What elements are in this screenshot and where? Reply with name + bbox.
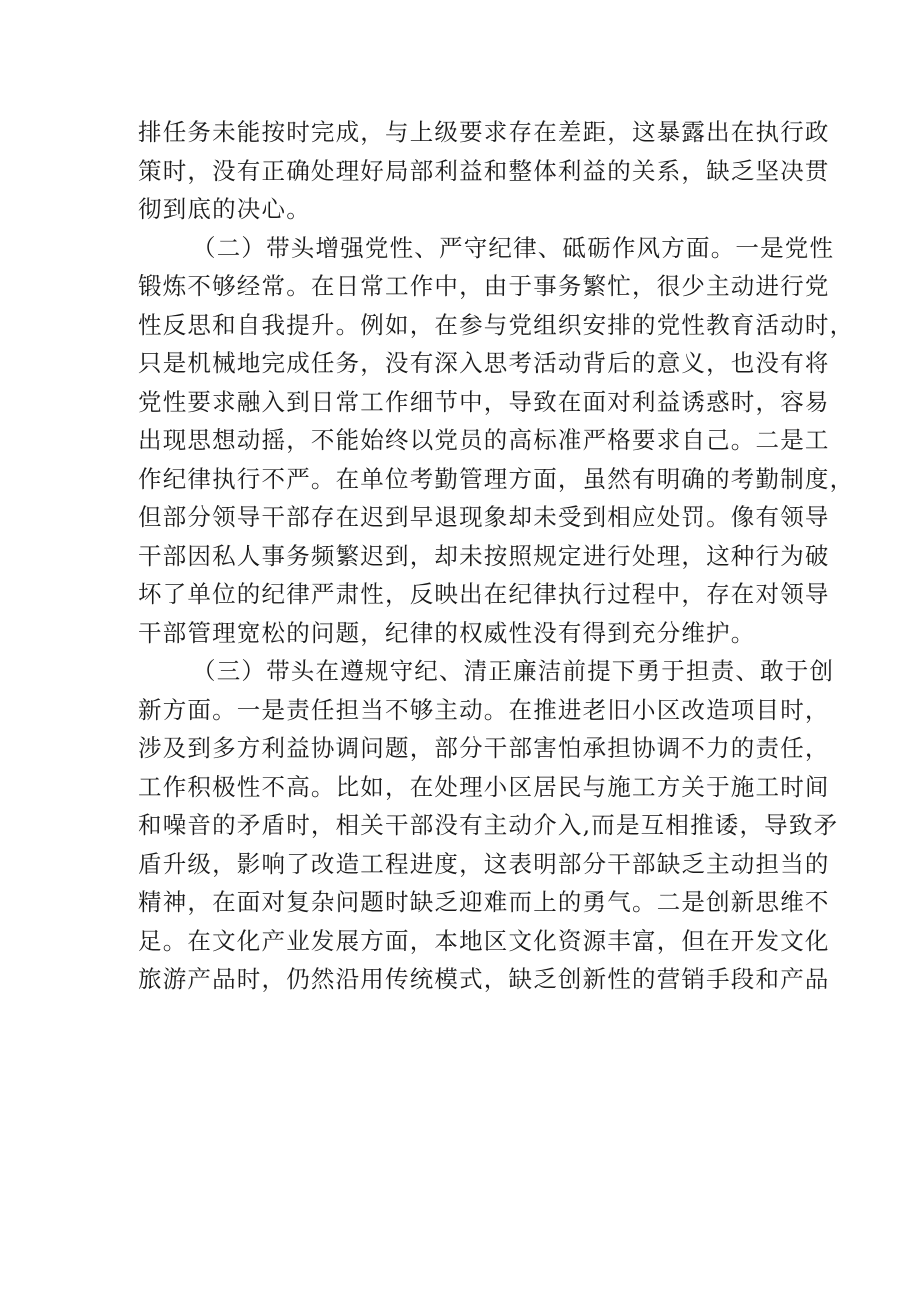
section-heading-line: （二）带头增强党性、严守纪律、砥砺作风方面。一是党性 <box>192 233 835 262</box>
text-line: 涉及到多方利益协调问题，部分干部害怕承担协调不力的责任， <box>138 734 830 762</box>
text-line: 锻炼不够经常。在日常工作中，由于事务繁忙，很少主动进行党 <box>138 272 830 300</box>
text-line: 党性要求融入到日常工作细节中，导致在面对利益诱惑时，容易 <box>138 387 830 416</box>
text-line: 策时，没有正确处理好局部利益和整体利益的关系，缺乏坚决贯 <box>138 156 830 185</box>
text-line: 彻到底的决心。 <box>138 195 311 223</box>
document-body <box>138 113 855 999</box>
text-line: 盾升级，影响了改造工程进度，这表明部分干部缺乏主动担当的 <box>138 849 830 878</box>
paragraph <box>138 652 839 999</box>
text-line: 新方面。一是责任担当不够主动。在推进老旧小区改造项目时， <box>138 695 830 724</box>
text-line: 干部因私人事务频繁迟到，却未按照规定进行处理，这种行为破 <box>138 541 830 570</box>
section-heading-line: （三）带头在遵规守纪、清正廉洁前提下勇于担责、敢于创 <box>192 657 835 685</box>
text-line: 排任务未能按时完成，与上级要求存在差距，这暴露出在执行政 <box>138 118 830 146</box>
text-line: 只是机械地完成任务，没有深入思考活动背后的意义，也没有将 <box>138 349 830 377</box>
text-line: 出现思想动摇，不能始终以党员的高标准严格要求自己。二是工 <box>138 426 830 454</box>
text-line: 精神，在面对复杂问题时缺乏迎难而上的勇气。二是创新思维不 <box>138 888 830 916</box>
text-line: 和噪音的矛盾时，相关干部没有主动介入,而是互相推诿，导致矛 <box>138 811 839 839</box>
text-line: 性反思和自我提升。例如，在参与党组织安排的党性教育活动时， <box>138 310 855 339</box>
text-line: 干部管理宽松的问题，纪律的权威性没有得到充分维护。 <box>138 618 756 647</box>
text-line: 工作积极性不高。比如，在处理小区居民与施工方关于施工时间 <box>138 772 830 801</box>
text-line: 旅游产品时，仍然沿用传统模式，缺乏创新性的营销手段和产品 <box>138 965 830 993</box>
paragraph <box>138 229 855 653</box>
text-line: 但部分领导干部存在迟到早退现象却未受到相应处罚。像有领导 <box>138 503 830 531</box>
paragraph <box>138 113 830 229</box>
text-line: 坏了单位的纪律严肃性，反映出在纪律执行过程中，存在对领导 <box>138 580 830 608</box>
text-line: 作纪律执行不严。在单位考勤管理方面，虽然有明确的考勤制度， <box>138 464 855 493</box>
text-line: 足。在文化产业发展方面，本地区文化资源丰富，但在开发文化 <box>138 926 830 955</box>
